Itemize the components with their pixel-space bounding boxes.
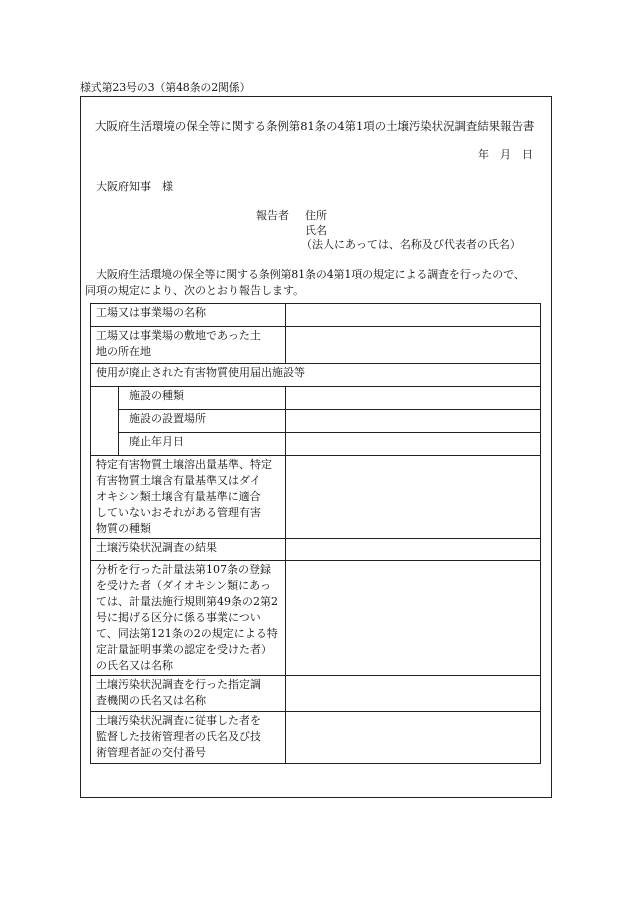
value-technical-manager[interactable] xyxy=(286,712,541,764)
table-row xyxy=(91,676,541,712)
table-row xyxy=(91,387,541,410)
value-analysis-registrant[interactable] xyxy=(286,561,541,676)
indent-cell xyxy=(91,410,119,433)
body-text-line1: 大阪府生活環境の保全等に関する条例第81条の4第1項の規定による調査を行ったので、 xyxy=(96,268,525,281)
value-abolition-date[interactable] xyxy=(286,433,541,456)
row-label-designated-agency: 土壌汚染状況調査を行った指定調 査機関の氏名又は名称 xyxy=(91,676,286,712)
reporter-name-label: 氏名 xyxy=(305,224,327,237)
row-label-abolished-facilities: 使用が廃止された有害物質使用届出施設等 xyxy=(91,364,541,387)
reporter-note: （法人にあっては、名称及び代表者の氏名） xyxy=(301,238,521,251)
row-label-facility-location: 施設の設置場所 xyxy=(119,410,286,433)
value-facility-type[interactable] xyxy=(286,387,541,410)
row-label-factory-name: 工場又は事業場の名称 xyxy=(91,304,286,327)
table-row xyxy=(91,539,541,561)
table-row xyxy=(91,410,541,433)
row-label-survey-result: 土壌汚染状況調査の結果 xyxy=(91,539,286,561)
table-row xyxy=(91,561,541,676)
form-number: 様式第23号の3（第48条の2関係） xyxy=(80,81,251,94)
value-factory-name[interactable] xyxy=(286,304,541,327)
indent-cell xyxy=(91,387,119,410)
row-label-abolition-date: 廃止年月日 xyxy=(119,433,286,456)
value-site-location[interactable] xyxy=(286,327,541,364)
row-label-site-location: 工場又は事業場の敷地であった土 地の所在地 xyxy=(91,327,286,364)
value-designated-agency[interactable] xyxy=(286,676,541,712)
indent-cell xyxy=(91,433,119,456)
table-row xyxy=(91,433,541,456)
document-title: 大阪府生活環境の保全等に関する条例第81条の4第1項の土壌汚染状況調査結果報告書 xyxy=(95,119,535,133)
row-label-facility-type: 施設の種類 xyxy=(119,387,286,410)
table-row xyxy=(91,456,541,539)
row-label-hazardous-substances: 特定有害物質土壌溶出量基準、特定 有害物質土壌含有量基準又はダイ オキシン類土壌含有量基準に適合 していないおそれがある管理有害 物質の種類 xyxy=(91,456,286,539)
table-row xyxy=(91,327,541,364)
row-label-technical-manager: 土壌汚染状況調査に従事した者を 監督した技術管理者の氏名及び技 術管理者証の交付番号 xyxy=(91,712,286,764)
date-line: 年 月 日 xyxy=(478,148,533,161)
row-label-analysis-registrant: 分析を行った計量法第107条の登録 を受けた者（ダイオキシン類にあっ ては、計量法施行規則第49条の2第2 号に掲げる区分に係る事業につい て、同法第121条の2の規定による特 定計量証明事業の認定を受けた者） の氏名又は名称 xyxy=(91,561,286,676)
value-facility-location[interactable] xyxy=(286,410,541,433)
table-row xyxy=(91,364,541,387)
table-row xyxy=(91,304,541,327)
body-text-line2: 同項の規定により、次のとおり報告します。 xyxy=(85,284,305,297)
reporter-label: 報告者 xyxy=(256,209,289,222)
value-survey-result[interactable] xyxy=(286,539,541,561)
table-row xyxy=(91,712,541,764)
report-table xyxy=(90,303,541,764)
reporter-address-label: 住所 xyxy=(305,209,327,222)
value-hazardous-substances[interactable] xyxy=(286,456,541,539)
addressee: 大阪府知事 様 xyxy=(96,180,173,193)
